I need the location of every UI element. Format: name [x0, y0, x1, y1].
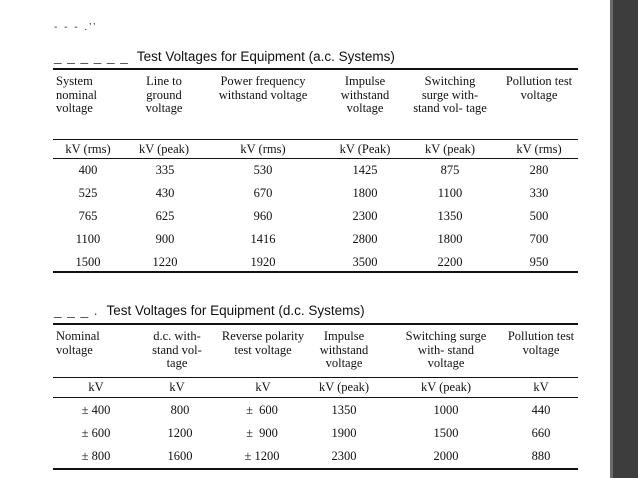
ac-cell-r2-c5: 500: [529, 209, 549, 223]
ac-header-0: System nominal voltage: [56, 74, 97, 115]
dc-cell-r0-c5: 440: [531, 403, 551, 417]
dc-cell-r0-c4: 1000: [433, 403, 459, 417]
ac-header-3: Impulse withstand voltage: [340, 74, 390, 115]
ac-cell-r1-c4: 1100: [437, 186, 463, 200]
ac-cell-r2-c1: 625: [155, 209, 175, 223]
dc-unit-3: kV (peak): [318, 380, 370, 394]
dc-header-3: Impulse withstand voltage: [319, 329, 369, 370]
dc-unit-2: kV: [255, 380, 271, 394]
dc-top-rule: [53, 323, 578, 325]
ac-cell-r0-c5: 280: [529, 163, 549, 177]
ac-cell-r4-c5: 950: [529, 255, 549, 269]
right-edge-band: [610, 0, 638, 478]
ac-cell-r4-c0: 1500: [75, 255, 101, 269]
ac-cell-r3-c0: 1100: [75, 232, 101, 246]
dc-header-2: Reverse polarity test voltage: [221, 329, 305, 357]
dc-cell-r1-c4: 1500: [433, 426, 459, 440]
page-header-mark: - - - .’’: [54, 22, 98, 33]
dc-header-1: d.c. with- stand vol- tage: [152, 329, 202, 370]
ac-cell-r3-c1: 900: [155, 232, 175, 246]
dc-bottom-rule: [53, 468, 578, 470]
ac-cell-r1-c3: 1800: [352, 186, 378, 200]
ac-cell-r4-c2: 1920: [250, 255, 276, 269]
dc-cell-r2-c1: 1600: [167, 449, 193, 463]
dc-cell-r0-c2: ± 600: [246, 403, 278, 417]
ac-caption-text: Test Voltages for Equipment (a.c. Systems): [136, 49, 395, 64]
ac-cell-r1-c0: 525: [78, 186, 98, 200]
ac-unit-5: kV (rms): [516, 142, 562, 156]
dc-caption-prefix: _ _ _ .: [54, 303, 99, 318]
dc-cell-r0-c0: ± 400: [81, 403, 111, 417]
ac-header-1: Line to ground voltage: [145, 74, 183, 115]
ac-cell-r4-c4: 2200: [437, 255, 463, 269]
ac-cell-r2-c4: 1350: [437, 209, 463, 223]
ac-units-rule: [53, 158, 578, 159]
dc-cell-r1-c5: 660: [531, 426, 551, 440]
ac-cell-r4-c3: 3500: [352, 255, 378, 269]
ac-bottom-rule: [53, 271, 578, 273]
ac-cell-r0-c3: 1425: [352, 163, 378, 177]
dc-cell-r1-c1: 1200: [167, 426, 193, 440]
ac-cell-r0-c2: 530: [253, 163, 273, 177]
dc-header-5: Pollution test voltage: [507, 329, 575, 357]
ac-cell-r2-c0: 765: [78, 209, 98, 223]
dc-cell-r1-c2: ± 900: [246, 426, 278, 440]
dc-cell-r0-c1: 800: [170, 403, 190, 417]
dc-unit-1: kV: [169, 380, 185, 394]
ac-top-rule: [53, 68, 578, 70]
ac-cell-r1-c2: 670: [253, 186, 273, 200]
dc-cell-r2-c3: 2300: [331, 449, 357, 463]
dc-cell-r0-c3: 1350: [331, 403, 357, 417]
dc-cell-r1-c0: ± 600: [81, 426, 111, 440]
ac-cell-r3-c3: 2800: [352, 232, 378, 246]
ac-cell-r3-c2: 1416: [250, 232, 276, 246]
ac-cell-r2-c3: 2300: [352, 209, 378, 223]
dc-cell-r2-c0: ± 800: [81, 449, 111, 463]
ac-caption-prefix: _ _ _ _ _ _: [54, 49, 129, 64]
ac-unit-3: kV (Peak): [339, 142, 391, 156]
dc-unit-0: kV: [88, 380, 104, 394]
ac-cell-r4-c1: 1220: [152, 255, 178, 269]
ac-unit-2: kV (rms): [240, 142, 286, 156]
ac-cell-r2-c2: 960: [253, 209, 273, 223]
ac-cell-r0-c4: 875: [440, 163, 460, 177]
ac-cell-r3-c5: 700: [529, 232, 549, 246]
ac-header-rule: [53, 139, 578, 140]
ac-header-5: Pollution test voltage: [505, 74, 573, 102]
ac-table-caption: [54, 49, 395, 64]
dc-header-rule: [53, 377, 578, 378]
dc-unit-5: kV: [533, 380, 549, 394]
ac-cell-r3-c4: 1800: [437, 232, 463, 246]
ac-cell-r1-c1: 430: [155, 186, 175, 200]
dc-cell-r2-c5: 880: [531, 449, 551, 463]
dc-caption-text: Test Voltages for Equipment (d.c. Systems): [106, 303, 365, 318]
dc-units-rule: [53, 397, 578, 398]
dc-cell-r2-c2: ± 1200: [244, 449, 280, 463]
dc-cell-r1-c3: 1900: [331, 426, 357, 440]
dc-cell-r2-c4: 2000: [433, 449, 459, 463]
dc-header-0: Nominal voltage: [56, 329, 100, 357]
ac-header-4: Switching surge with- stand vol- tage: [413, 74, 487, 115]
dc-header-4: Switching surge with- stand voltage: [405, 329, 487, 370]
ac-unit-4: kV (peak): [424, 142, 476, 156]
dc-unit-4: kV (peak): [420, 380, 472, 394]
dc-table-caption: [54, 303, 365, 318]
ac-cell-r0-c1: 335: [155, 163, 175, 177]
ac-cell-r0-c0: 400: [78, 163, 98, 177]
ac-cell-r1-c5: 330: [529, 186, 549, 200]
ac-unit-0: kV (rms): [65, 142, 111, 156]
ac-header-2: Power frequency withstand voltage: [218, 74, 308, 102]
ac-unit-1: kV (peak): [138, 142, 190, 156]
